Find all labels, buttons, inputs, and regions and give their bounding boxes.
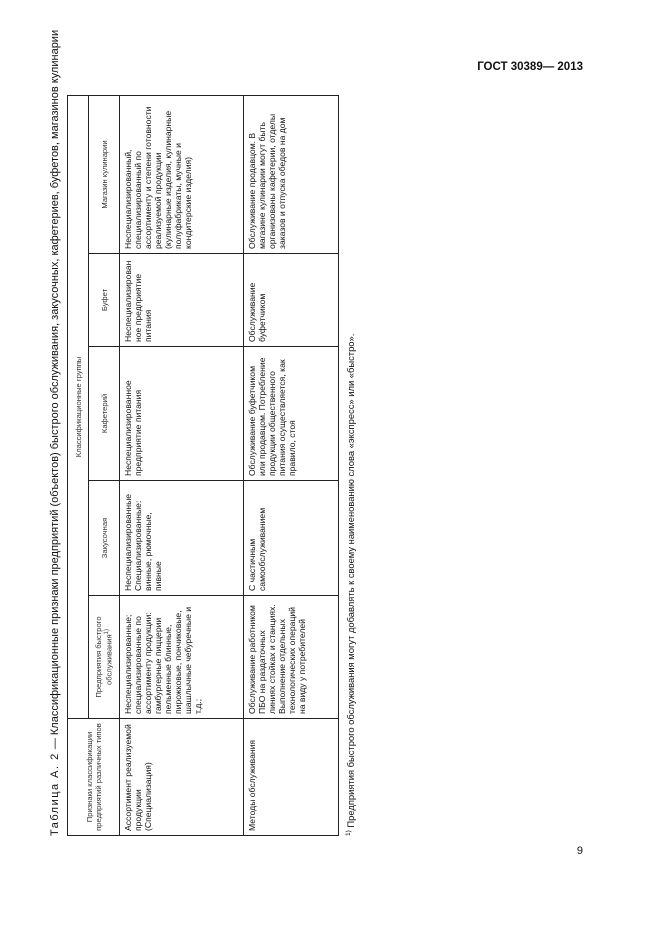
header-bufet: Буфет bbox=[89, 254, 120, 347]
cell-fast-service: Обслуживание работником ПБО на раздаточных линиях стойках и станциях. Выполнение отдельных технологических операций на виду у потребителей bbox=[243, 596, 338, 719]
header-zakusochnaya: Закусочная bbox=[89, 481, 120, 596]
cell-zakusochnaya: С частичным самообслуживанием bbox=[243, 481, 338, 596]
header-classification-groups: Классификационные группы bbox=[68, 95, 89, 718]
footnote-text: Предприятия быстрого обслуживания могут добавлять к своему наименованию слова «экспресс» или «быстро». bbox=[345, 333, 357, 831]
cell-zakusochnaya: Неспециализированные Специализированные: винные, рюмочные, пивные bbox=[120, 481, 244, 596]
cell-criterion: Ассортимент реализуемой продукции (Специализация) bbox=[120, 719, 244, 836]
cell-magazin: Обслуживание продавцом. В магазине кулинарии могут быть организованы кафетерии, отделы заказов и отпуска обедов на дом bbox=[243, 95, 338, 253]
cell-fast-service: Неспециализированные; специализированные по ассортименту продукции: гамбургерные пиццерии пельменные блинные, пирожковые, пончиковые, шашлычные чебуречные и т.д.; bbox=[120, 596, 244, 719]
cell-bufet: Неспециализированное предприятие питания bbox=[120, 254, 244, 347]
header-magazin: Магазин кулинарии bbox=[89, 95, 120, 253]
header-criteria: Признаки классификации предприятий различных типов bbox=[68, 719, 120, 836]
header-kafeteriy: Кафетерий bbox=[89, 347, 120, 481]
cell-bufet: Обслуживание буфетчиком bbox=[243, 254, 338, 347]
standard-designation: ГОСТ 30389— 2013 bbox=[477, 61, 583, 73]
table-row bbox=[243, 95, 338, 835]
table-footnote bbox=[345, 334, 356, 836]
cell-criterion: Методы обслуживания bbox=[243, 719, 338, 836]
cell-kafeteriy: Неспециализированное предприятие питания bbox=[120, 347, 244, 481]
cell-magazin: Неспециализированный, специализированный по ассортименту и степени готовности реализуемой продукции (кулинарные изделия, кулинарные полуфабрикаты, мучные и кондитерские изделия) bbox=[120, 95, 244, 253]
header-fast-service: Предприятия быстрого обслуживания$^{1)}$ bbox=[89, 596, 120, 719]
cell-kafeteriy: Обслуживание буфетчиком или продавцом. Потребление продукции общественного питания осуществляется, как правило, стоя bbox=[243, 347, 338, 481]
footnote-mark: 1) bbox=[345, 830, 352, 836]
table-caption bbox=[48, 29, 62, 836]
classification-table bbox=[67, 95, 339, 836]
table-caption-text: — Классификационные признаки предприятий (объектов) быстрого обслуживания, закусочных, кафетериев, буфетов, магазинов кулинарии bbox=[49, 29, 61, 753]
table-row bbox=[120, 95, 244, 835]
table-caption-label: Таблица А. 2 bbox=[49, 752, 61, 836]
page-number: 9 bbox=[576, 845, 583, 857]
rotated-table-block bbox=[48, 29, 370, 836]
